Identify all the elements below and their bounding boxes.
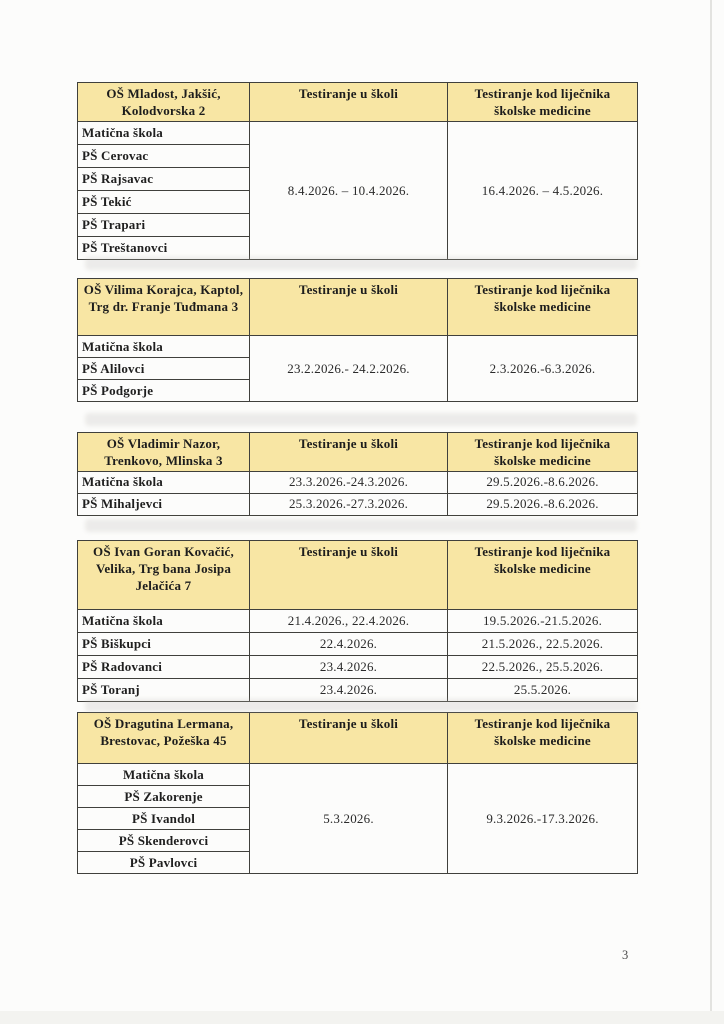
doctor-dates-cell: 16.4.2026. – 4.5.2026. xyxy=(448,122,638,260)
branch-cell: PŠ Skenderovci xyxy=(78,830,250,852)
table-row xyxy=(78,336,638,358)
schedule-table-os-dragutina-lermana xyxy=(77,712,638,874)
doctor-dates-cell: 2.3.2026.-6.3.2026. xyxy=(448,336,638,402)
header-row xyxy=(78,541,638,610)
branch-cell: PŠ Alilovci xyxy=(78,358,250,380)
branch-cell: Matična škola xyxy=(78,764,250,786)
doctor-dates-cell: 25.5.2026. xyxy=(448,679,638,702)
school-dates-cell: 21.4.2026., 22.4.2026. xyxy=(250,610,448,633)
branch-cell: PŠ Rajsavac xyxy=(78,168,250,191)
scan-edge-line xyxy=(710,0,712,1024)
branch-cell: PŠ Treštanovci xyxy=(78,237,250,260)
table-row xyxy=(78,471,638,493)
schedule-table-os-mladost xyxy=(77,82,638,260)
doctor-dates-cell: 29.5.2026.-8.6.2026. xyxy=(448,471,638,493)
doctor-dates-cell: 21.5.2026., 22.5.2026. xyxy=(448,633,638,656)
school-dates-cell: 22.4.2026. xyxy=(250,633,448,656)
schedule-table-os-ivan-goran-kovacic xyxy=(77,540,638,702)
school-dates-cell: 23.3.2026.-24.3.2026. xyxy=(250,471,448,493)
testing-school-header-cell: Testiranje u školi xyxy=(250,541,448,610)
testing-doctor-header-cell: Testiranje kod liječnika školske medicine xyxy=(448,83,638,122)
doctor-dates-cell: 19.5.2026.-21.5.2026. xyxy=(448,610,638,633)
testing-school-header-cell: Testiranje u školi xyxy=(250,433,448,472)
branch-cell: PŠ Zakorenje xyxy=(78,786,250,808)
branch-cell: Matična škola xyxy=(78,610,250,633)
school-dates-cell: 23.4.2026. xyxy=(250,656,448,679)
branch-cell: PŠ Biškupci xyxy=(78,633,250,656)
schedule-table-os-vladimir-nazor xyxy=(77,432,638,516)
branch-cell: PŠ Pavlovci xyxy=(78,852,250,874)
testing-school-header-cell: Testiranje u školi xyxy=(250,713,448,764)
school-header-cell: OŠ Vilima Korajca, Kaptol, Trg dr. Franje Tuđmana 3 xyxy=(78,279,250,336)
school-header-cell: OŠ Mladost, Jakšić, Kolodvorska 2 xyxy=(78,83,250,122)
branch-cell: Matična škola xyxy=(78,471,250,493)
header-row xyxy=(78,83,638,122)
branch-cell: PŠ Podgorje xyxy=(78,380,250,402)
school-dates-cell: 8.4.2026. – 10.4.2026. xyxy=(250,122,448,260)
doctor-dates-cell: 29.5.2026.-8.6.2026. xyxy=(448,493,638,515)
branch-cell: PŠ Trapari xyxy=(78,214,250,237)
table-row xyxy=(78,610,638,633)
scan-smudge xyxy=(85,413,637,426)
school-dates-cell: 23.2.2026.- 24.2.2026. xyxy=(250,336,448,402)
school-header-cell: OŠ Dragutina Lermana, Brestovac, Požeška 45 xyxy=(78,713,250,764)
branch-cell: PŠ Mihaljevci xyxy=(78,493,250,515)
doctor-dates-cell: 9.3.2026.-17.3.2026. xyxy=(448,764,638,874)
school-header-cell: OŠ Vladimir Nazor, Trenkovo, Mlinska 3 xyxy=(78,433,250,472)
header-row xyxy=(78,433,638,472)
table-row xyxy=(78,633,638,656)
table-row xyxy=(78,493,638,515)
table-row xyxy=(78,656,638,679)
scan-bottom-strip xyxy=(0,1011,724,1024)
branch-cell: PŠ Tekić xyxy=(78,191,250,214)
branch-cell: PŠ Cerovac xyxy=(78,145,250,168)
page-number: 3 xyxy=(622,948,629,962)
school-header-cell: OŠ Ivan Goran Kovačić, Velika, Trg bana Josipa Jelačića 7 xyxy=(78,541,250,610)
scan-smudge xyxy=(85,519,637,532)
table-row xyxy=(78,764,638,786)
branch-cell: PŠ Toranj xyxy=(78,679,250,702)
testing-doctor-header-cell: Testiranje kod liječnika školske medicine xyxy=(448,433,638,472)
testing-school-header-cell: Testiranje u školi xyxy=(250,279,448,336)
school-dates-cell: 23.4.2026. xyxy=(250,679,448,702)
school-dates-cell: 25.3.2026.-27.3.2026. xyxy=(250,493,448,515)
schedule-table-os-vilima-korajca xyxy=(77,278,638,402)
scan-smudge xyxy=(85,699,637,712)
table-row xyxy=(78,122,638,145)
branch-cell: PŠ Ivandol xyxy=(78,808,250,830)
header-row xyxy=(78,279,638,336)
school-dates-cell: 5.3.2026. xyxy=(250,764,448,874)
testing-doctor-header-cell: Testiranje kod liječnika školske medicine xyxy=(448,279,638,336)
testing-doctor-header-cell: Testiranje kod liječnika školske medicine xyxy=(448,541,638,610)
scan-smudge xyxy=(85,257,637,270)
testing-school-header-cell: Testiranje u školi xyxy=(250,83,448,122)
branch-cell: Matična škola xyxy=(78,122,250,145)
branch-cell: PŠ Radovanci xyxy=(78,656,250,679)
branch-cell: Matična škola xyxy=(78,336,250,358)
testing-doctor-header-cell: Testiranje kod liječnika školske medicine xyxy=(448,713,638,764)
doctor-dates-cell: 22.5.2026., 25.5.2026. xyxy=(448,656,638,679)
header-row xyxy=(78,713,638,764)
